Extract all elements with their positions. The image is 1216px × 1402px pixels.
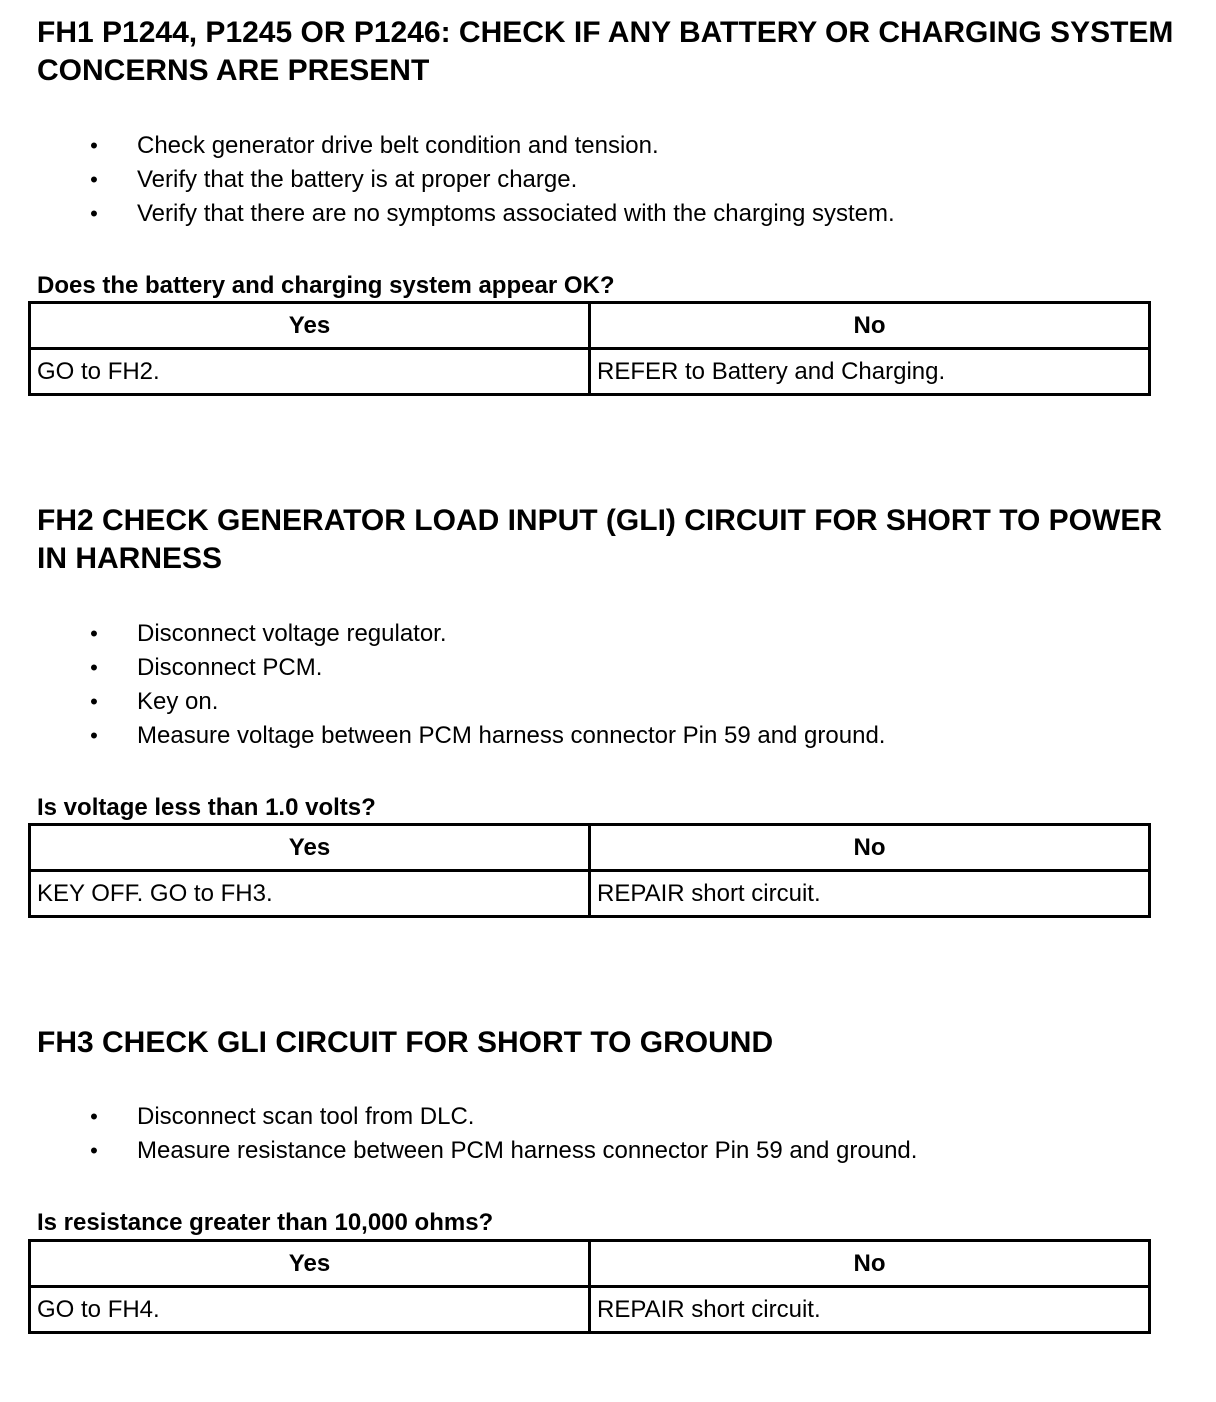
no-header: No: [590, 303, 1150, 349]
no-action: REPAIR short circuit.: [590, 871, 1150, 917]
yes-header: Yes: [30, 825, 590, 871]
yes-action: GO to FH2.: [30, 349, 590, 395]
bullet-icon: •: [90, 167, 98, 192]
table-header-row: [30, 303, 1150, 349]
no-header: No: [590, 825, 1150, 871]
yes-header: Yes: [30, 1241, 590, 1287]
no-action: REFER to Battery and Charging.: [590, 349, 1150, 395]
yes-header: Yes: [30, 303, 590, 349]
bullet-icon: •: [90, 1104, 98, 1129]
table-header-row: [30, 1241, 1150, 1287]
yes-action: GO to FH4.: [30, 1287, 590, 1333]
answer-table: [28, 1239, 1151, 1334]
bullet-icon: •: [90, 133, 98, 158]
answer-table: [28, 823, 1151, 918]
step-title: FH3 CHECK GLI CIRCUIT FOR SHORT TO GROUND: [37, 1026, 774, 1059]
question: Does the battery and charging system appear OK?: [37, 272, 615, 299]
table-row: [30, 1287, 1150, 1333]
bullet-icon: •: [90, 201, 98, 226]
yes-action: KEY OFF. GO to FH3.: [30, 871, 590, 917]
bullet-icon: •: [90, 723, 98, 748]
no-header: No: [590, 1241, 1150, 1287]
table-header-row: [30, 825, 1150, 871]
bullet-icon: •: [90, 1138, 98, 1163]
bullet-icon: •: [90, 689, 98, 714]
bullet-icon: •: [90, 655, 98, 680]
question: Is voltage less than 1.0 volts?: [37, 794, 376, 821]
answer-table: [28, 301, 1151, 396]
question: Is resistance greater than 10,000 ohms?: [37, 1209, 494, 1236]
no-action: REPAIR short circuit.: [590, 1287, 1150, 1333]
step-title: FH2 CHECK GENERATOR LOAD INPUT (GLI) CIRCUIT FOR SHORT TO POWER IN HARNESS: [37, 504, 1162, 575]
table-row: [30, 349, 1150, 395]
step-title: FH1 P1244, P1245 OR P1246: CHECK IF ANY BATTERY OR CHARGING SYSTEM CONCERNS ARE PRESENT: [37, 16, 1174, 87]
table-row: [30, 871, 1150, 917]
bullet-icon: •: [90, 621, 98, 646]
